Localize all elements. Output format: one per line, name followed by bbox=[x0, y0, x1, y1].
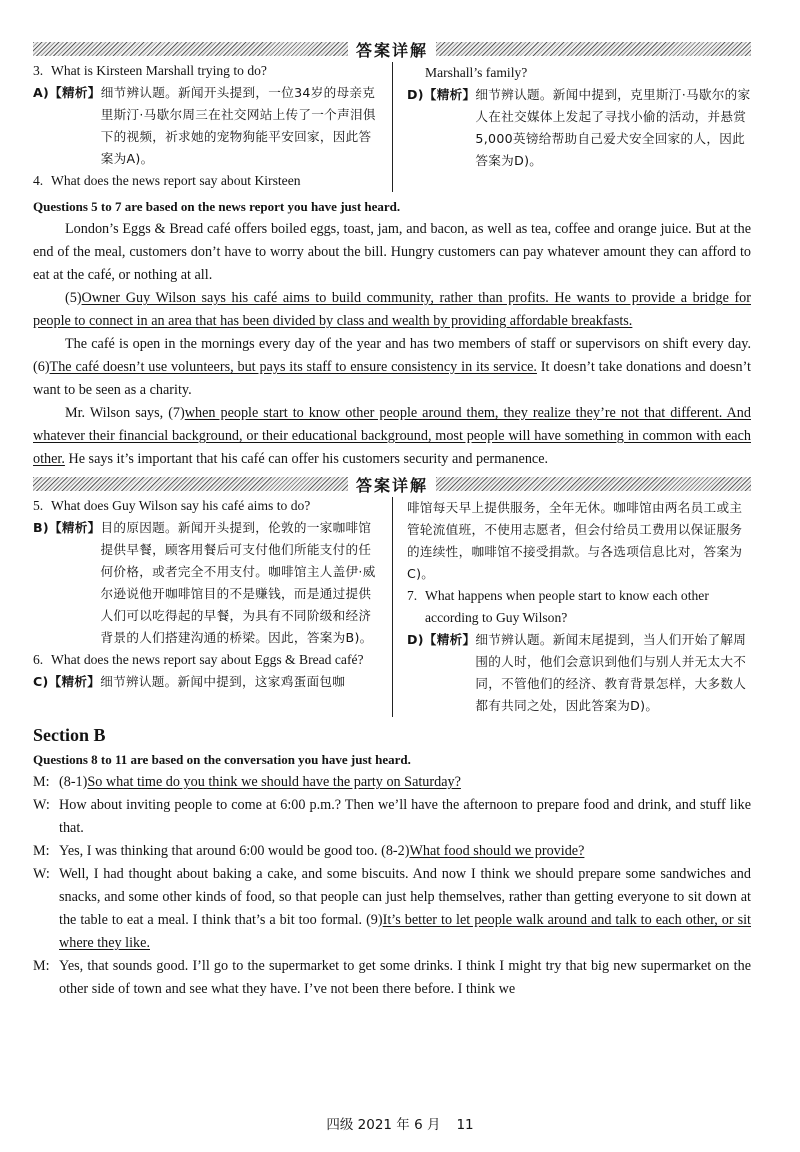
explanation-text: 啡馆每天早上提供服务，全年无休。咖啡馆由两名员工或主管轮流值班，不使用志愿者，但会付给员工费用以保证服务的连续性，咖啡馆不接受捐款。与各选项信息比对，答案为C)。 bbox=[407, 500, 743, 581]
explanation-text: 细节辨认题。新闻开头提到，一位34岁的母亲克里斯汀·马歇尔周三在社交网站上传了一个声泪俱下的视频，祈求她的宠物狗能平安回家，因此答案为A)。 bbox=[100, 85, 376, 166]
explanation-text: 细节辨认题。新闻中提到，这家鸡蛋面包咖 bbox=[100, 674, 346, 689]
speaker-label: M: bbox=[33, 958, 50, 974]
question-number bbox=[407, 62, 425, 84]
explanation-text: 细节辨认题。新闻末尾提到，当人们开始了解周围的人时，他们会意识到他们与别人并无太大不同，不管他们的经济、教育背景怎样，大多数人都有共同之处，因此答案为D)。 bbox=[475, 632, 747, 713]
question-item bbox=[407, 585, 751, 629]
dialogue-line bbox=[33, 840, 751, 863]
underlined-key-sentence: The café doesn’t use volunteers, but pays its staff to ensure consistency in its service. bbox=[49, 359, 537, 375]
banner-pattern-right bbox=[436, 477, 751, 491]
passage-paragraph-2 bbox=[33, 287, 751, 333]
underlined-key-sentence: when people start to know other people around them, they realize they’re not that different. And whatever their financial background, or their educational background, most people will have something in common with each other. bbox=[33, 405, 751, 467]
question-number: 4. bbox=[33, 173, 44, 188]
question-number: 3. bbox=[33, 63, 44, 78]
answer-column-left bbox=[33, 495, 392, 717]
dialogue-text-plain: Well, I had thought about baking a cake, and some biscuits. And now I think we should prepare some sandwiches and snacks, and some other kinds of food, so that people can just help themselves, rather than getting everyone to sit down at the table to eat a meal. I think that’s a bit too formal. (9) bbox=[59, 866, 751, 928]
answer-explanation bbox=[33, 671, 378, 693]
banner-pattern-left bbox=[33, 477, 348, 491]
speaker-label: M: bbox=[33, 774, 50, 790]
dialogue-line bbox=[33, 794, 751, 840]
conversation bbox=[33, 771, 751, 1001]
dialogue-text bbox=[59, 771, 751, 794]
paragraph-text: The café is open in the mornings every day of the year and has two members of staff or supervisors on shift every day. (6) bbox=[33, 336, 751, 375]
answer-explanation bbox=[407, 84, 751, 172]
dialogue-text-plain: (8-1) bbox=[59, 774, 88, 790]
dialogue-text-plain: How about inviting people to come at 6:00 p.m.? Then we’ll have the afternoon to prepare food and drink, and stuff like that. bbox=[59, 797, 751, 836]
banner-title: 答案详解 bbox=[356, 475, 429, 495]
answer-column-left bbox=[33, 60, 392, 192]
answer-label: C)【精析】 bbox=[33, 674, 101, 689]
passage-paragraph-4 bbox=[33, 402, 751, 471]
banner-pattern-right bbox=[436, 42, 751, 56]
answer-column-right bbox=[392, 62, 751, 192]
paragraph-text: It doesn’t take donations and doesn’t want to be seen as a charity. bbox=[33, 359, 751, 398]
passage-paragraph-1: London’s Eggs & Bread café offers boiled eggs, toast, jam, and bacon, as well as tea, coffee and orange juice. But at the end of the meal, customers don’t have to worry about the bill. Hungry customers can pay whatever amount they can afford to eat at the café, or nothing at all. bbox=[33, 221, 751, 283]
question-item bbox=[407, 62, 751, 84]
question-number: 7. bbox=[407, 588, 418, 603]
questions-5-7-heading: Questions 5 to 7 are based on the news report you have just heard. bbox=[33, 199, 401, 214]
exam-label: 四级 2021 年 6 月 bbox=[326, 1117, 441, 1133]
answer-label: A)【精析】 bbox=[33, 85, 101, 100]
dialogue-line bbox=[33, 771, 751, 794]
dialogue-line bbox=[33, 955, 751, 1001]
answer-page bbox=[33, 38, 751, 1001]
question-text: What does the news report say about Kirsteen bbox=[51, 173, 301, 188]
page-footer bbox=[0, 1113, 800, 1133]
questions-8-11-heading: Questions 8 to 11 are based on the conversation you have just heard. bbox=[33, 752, 411, 767]
answer-banner bbox=[33, 38, 751, 60]
question-text: Marshall’s family? bbox=[425, 65, 528, 80]
answer-label: B)【精析】 bbox=[33, 520, 101, 535]
answer-explanation bbox=[407, 629, 751, 717]
dialogue-text-plain: Yes, that sounds good. I’ll go to the supermarket to get some drinks. I think I might try that big new supermarket on the other side of town and see what they have. I’ve not been there before. I think we bbox=[59, 958, 751, 997]
question-number: 5. bbox=[33, 498, 44, 513]
answer-block-2 bbox=[33, 495, 751, 717]
answer-explanation bbox=[407, 497, 751, 585]
dialogue-text bbox=[59, 794, 751, 840]
section-b-heading: Section B bbox=[33, 725, 106, 745]
question-number: 6. bbox=[33, 652, 44, 667]
passage-paragraph-3 bbox=[33, 333, 751, 402]
page-number: 11 bbox=[456, 1117, 474, 1133]
explanation-text: 细节辨认题。新闻中提到，克里斯汀·马歇尔的家人在社交媒体上发起了寻找小偷的活动，并悬赏5,000英镑给帮助自己爱犬安全回家的人，因此答案为D)。 bbox=[475, 87, 751, 168]
dialogue-text bbox=[59, 863, 751, 955]
question-marker: (5) bbox=[65, 290, 82, 306]
question-text: What is Kirsteen Marshall trying to do? bbox=[51, 63, 267, 78]
banner-title: 答案详解 bbox=[356, 40, 429, 60]
question-text: What does Guy Wilson say his café aims to do? bbox=[51, 498, 311, 513]
dialogue-text bbox=[59, 955, 751, 1001]
question-item bbox=[33, 495, 378, 517]
underlined-key-sentence: It’s better to let people walk around and talk to each other, or sit where they like. bbox=[59, 912, 751, 951]
underlined-key-sentence: Owner Guy Wilson says his café aims to build community, rather than profits. He wants to provide a bridge for people to connect in an area that has been divided by class and wealth by providing affordable breakfasts. bbox=[33, 290, 751, 329]
answer-explanation bbox=[33, 517, 378, 649]
answer-column-right bbox=[392, 497, 751, 717]
speaker-label: W: bbox=[33, 866, 50, 882]
answer-block-1 bbox=[33, 60, 751, 192]
paragraph-text: Mr. Wilson says, (7) bbox=[65, 405, 185, 421]
question-item bbox=[33, 649, 378, 671]
dialogue-line bbox=[33, 863, 751, 955]
answer-explanation bbox=[33, 82, 378, 170]
question-item bbox=[33, 170, 378, 192]
dialogue-text bbox=[59, 840, 751, 863]
answer-label: D)【精析】 bbox=[407, 87, 476, 102]
question-item bbox=[33, 60, 378, 82]
explanation-text: 目的原因题。新闻开头提到，伦敦的一家咖啡馆提供早餐，顾客用餐后可支付他们所能支付的任何价格，或者完全不用支付。咖啡馆主人盖伊·威尔逊说他开咖啡馆目的不是赚钱，而是通过提供人们可以吃得起的早餐，为具有不同阶级和经济背景的人们搭建沟通的桥梁。因此，答案为B)。 bbox=[100, 520, 376, 645]
question-text: What happens when people start to know each other according to Guy Wilson? bbox=[425, 588, 709, 625]
speaker-label: M: bbox=[33, 843, 50, 859]
dialogue-text-plain: Yes, I was thinking that around 6:00 would be good too. (8-2) bbox=[59, 843, 410, 859]
answer-label: D)【精析】 bbox=[407, 632, 476, 647]
paragraph-text: He says it’s important that his café can offer his customers security and permanence. bbox=[64, 451, 549, 467]
underlined-key-sentence: So what time do you think we should have the party on Saturday? bbox=[87, 774, 461, 790]
underlined-key-sentence: What food should we provide? bbox=[409, 843, 585, 859]
banner-pattern-left bbox=[33, 42, 348, 56]
question-text: What does the news report say about Eggs & Bread café? bbox=[51, 652, 364, 667]
answer-banner bbox=[33, 473, 751, 495]
speaker-label: W: bbox=[33, 797, 50, 813]
